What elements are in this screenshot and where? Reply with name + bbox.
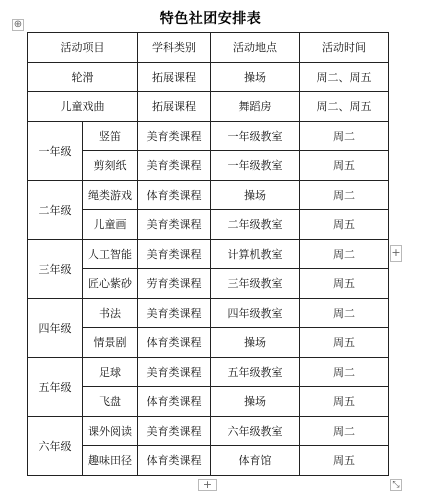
location-cell[interactable]: 操场 — [211, 62, 300, 92]
header-cell-location[interactable]: 活动地点 — [211, 33, 300, 63]
table-row — [28, 180, 389, 210]
table-header-row — [28, 33, 389, 63]
table-resize-handle-icon[interactable]: ⤡ — [390, 479, 402, 491]
time-cell[interactable]: 周二、周五 — [300, 92, 389, 122]
activity-cell[interactable]: 书法 — [83, 298, 138, 328]
category-cell[interactable]: 劳育类课程 — [138, 269, 211, 299]
location-cell[interactable]: 舞蹈房 — [211, 92, 300, 122]
grade-cell[interactable]: 四年级 — [28, 298, 83, 357]
time-cell[interactable]: 周二 — [300, 298, 389, 328]
location-cell[interactable]: 操场 — [211, 328, 300, 358]
table-row — [28, 210, 389, 240]
table-row — [28, 298, 389, 328]
table-row — [28, 387, 389, 417]
time-cell[interactable]: 周二 — [300, 180, 389, 210]
time-cell[interactable]: 周五 — [300, 151, 389, 181]
category-cell[interactable]: 美育类课程 — [138, 416, 211, 446]
header-cell-activity[interactable]: 活动项目 — [28, 33, 138, 63]
category-cell[interactable]: 美育类课程 — [138, 239, 211, 269]
location-cell[interactable]: 四年级教室 — [211, 298, 300, 328]
page-title: 特色社团安排表 — [159, 11, 262, 27]
activity-cell[interactable]: 匠心紫砂 — [83, 269, 138, 299]
activity-cell[interactable]: 儿童画 — [83, 210, 138, 240]
time-cell[interactable]: 周五 — [300, 210, 389, 240]
grade-cell[interactable]: 五年级 — [28, 357, 83, 416]
location-cell[interactable]: 体育馆 — [211, 446, 300, 476]
add-column-button[interactable]: + — [390, 245, 402, 262]
activity-cell[interactable]: 竖笛 — [83, 121, 138, 151]
table-row — [28, 416, 389, 446]
time-cell[interactable]: 周五 — [300, 387, 389, 417]
category-cell[interactable]: 拓展课程 — [138, 62, 211, 92]
table-row — [28, 121, 389, 151]
grade-cell[interactable]: 六年级 — [28, 416, 83, 475]
location-cell[interactable]: 计算机教室 — [211, 239, 300, 269]
club-schedule-table — [27, 32, 389, 476]
location-cell[interactable]: 一年级教室 — [211, 151, 300, 181]
table-row — [28, 62, 389, 92]
location-cell[interactable]: 操场 — [211, 180, 300, 210]
category-cell[interactable]: 美育类课程 — [138, 210, 211, 240]
category-cell[interactable]: 体育类课程 — [138, 387, 211, 417]
time-cell[interactable]: 周五 — [300, 328, 389, 358]
table-row — [28, 92, 389, 122]
table-row — [28, 328, 389, 358]
table-row — [28, 151, 389, 181]
category-cell[interactable]: 体育类课程 — [138, 446, 211, 476]
grade-cell[interactable]: 一年级 — [28, 121, 83, 180]
activity-cell[interactable]: 足球 — [83, 357, 138, 387]
activity-cell[interactable]: 儿童戏曲 — [28, 92, 138, 122]
table-row — [28, 357, 389, 387]
activity-cell[interactable]: 轮滑 — [28, 62, 138, 92]
location-cell[interactable]: 二年级教室 — [211, 210, 300, 240]
category-cell[interactable]: 体育类课程 — [138, 328, 211, 358]
grade-cell[interactable]: 二年级 — [28, 180, 83, 239]
activity-cell[interactable]: 人工智能 — [83, 239, 138, 269]
category-cell[interactable]: 美育类课程 — [138, 121, 211, 151]
category-cell[interactable]: 美育类课程 — [138, 298, 211, 328]
activity-cell[interactable]: 课外阅读 — [83, 416, 138, 446]
location-cell[interactable]: 操场 — [211, 387, 300, 417]
activity-cell[interactable]: 趣味田径 — [83, 446, 138, 476]
time-cell[interactable]: 周二 — [300, 416, 389, 446]
category-cell[interactable]: 体育类课程 — [138, 180, 211, 210]
header-cell-time[interactable]: 活动时间 — [300, 33, 389, 63]
time-cell[interactable]: 周二 — [300, 357, 389, 387]
category-cell[interactable]: 美育类课程 — [138, 151, 211, 181]
add-row-button[interactable]: + — [198, 479, 217, 491]
table-row — [28, 446, 389, 476]
table-row — [28, 269, 389, 299]
activity-cell[interactable]: 飞盘 — [83, 387, 138, 417]
location-cell[interactable]: 三年级教室 — [211, 269, 300, 299]
time-cell[interactable]: 周二、周五 — [300, 62, 389, 92]
table-row — [28, 239, 389, 269]
activity-cell[interactable]: 情景剧 — [83, 328, 138, 358]
time-cell[interactable]: 周二 — [300, 239, 389, 269]
table-move-handle-icon[interactable]: ⊕ — [13, 19, 23, 30]
header-cell-category[interactable]: 学科类别 — [138, 33, 211, 63]
category-cell[interactable]: 美育类课程 — [138, 357, 211, 387]
time-cell[interactable]: 周五 — [300, 446, 389, 476]
location-cell[interactable]: 一年级教室 — [211, 121, 300, 151]
time-cell[interactable]: 周五 — [300, 269, 389, 299]
activity-cell[interactable]: 绳类游戏 — [83, 180, 138, 210]
category-cell[interactable]: 拓展课程 — [138, 92, 211, 122]
location-cell[interactable]: 六年级教室 — [211, 416, 300, 446]
time-cell[interactable]: 周二 — [300, 121, 389, 151]
grade-cell[interactable]: 三年级 — [28, 239, 83, 298]
activity-cell[interactable]: 剪刻纸 — [83, 151, 138, 181]
location-cell[interactable]: 五年级教室 — [211, 357, 300, 387]
